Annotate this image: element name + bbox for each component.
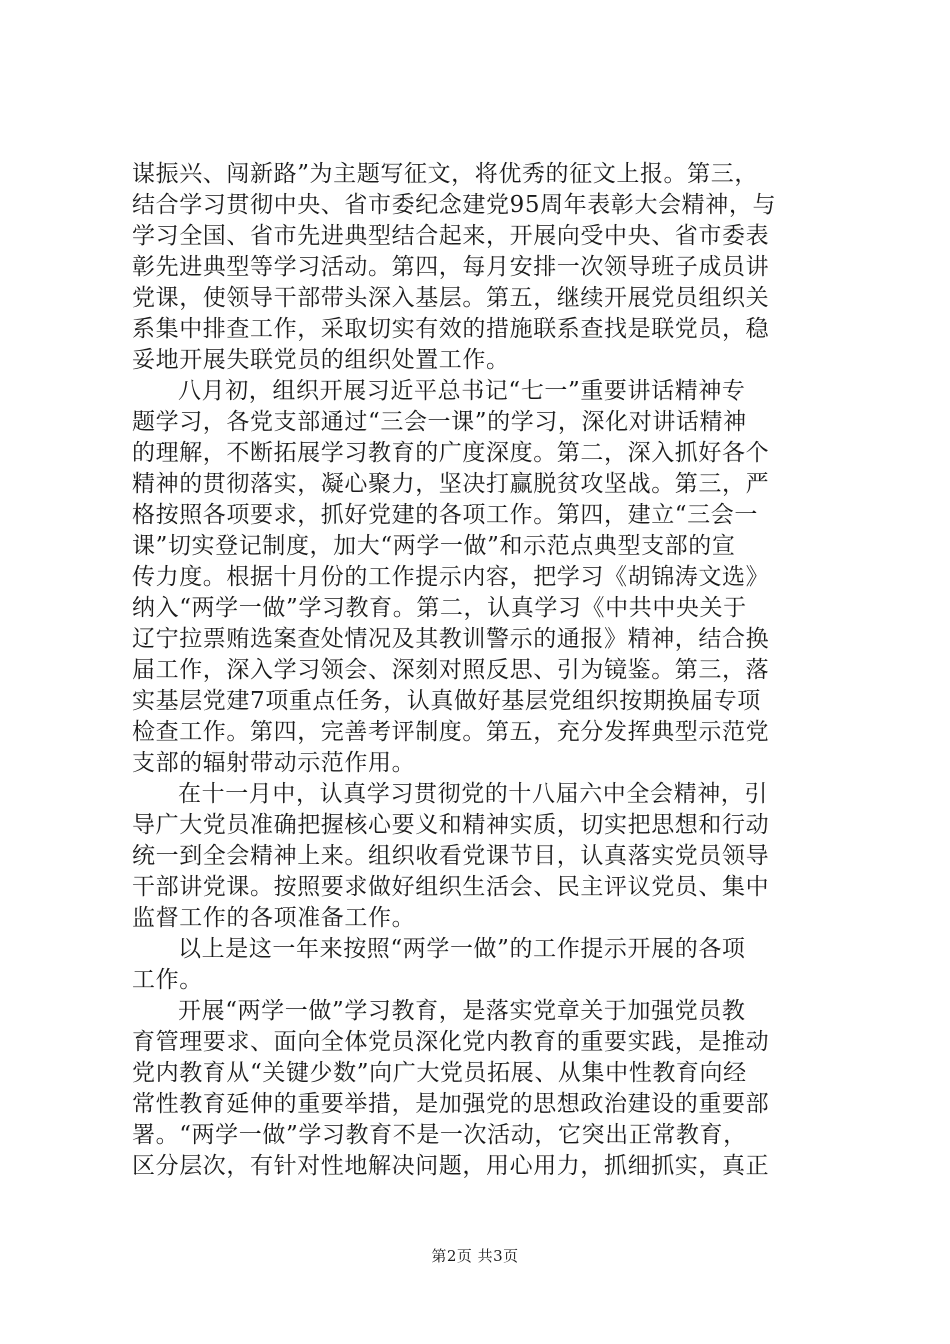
paragraph-first-line: 八月初，组织开展习近平总书记“七一”重要讲话精神专 — [178, 378, 746, 404]
text-line: 监督工作的各项准备工作。 — [132, 905, 416, 931]
text-line: 支部的辐射带动示范作用。 — [132, 750, 416, 776]
text-line: 干部讲党课。按照要求做好组织生活会、民主评议党员、集中 — [132, 874, 770, 900]
text-line: 谋振兴、闯新路”为主题写征文，将优秀的征文上报。第三， — [132, 161, 758, 187]
text-line: 导广大党员准确把握核心要义和精神实质，切实把思想和行动 — [132, 812, 770, 838]
text-line: 辽宁拉票贿选案查处情况及其教训警示的通报》精神，结合换 — [132, 626, 770, 652]
page-number-footer: 第2页 共3页 — [431, 1247, 519, 1265]
paragraph-first-line: 开展“两学一做”学习教育，是落实党章关于加强党员教 — [178, 998, 746, 1024]
text-line: 实基层党建7项重点任务，认真做好基层党组织按期换届专项 — [132, 688, 761, 714]
document-body — [132, 159, 828, 1182]
text-line: 检查工作。第四，完善考评制度。第五，充分发挥典型示范党 — [132, 719, 770, 745]
text-line: 工作。 — [132, 967, 203, 993]
text-line: 题学习，各党支部通过“三会一课”的学习，深化对讲话精神 — [132, 409, 747, 435]
text-line: 格按照各项要求，抓好党建的各项工作。第四，建立“三会一 — [132, 502, 758, 528]
text-line: 系集中排查工作，采取切实有效的措施联系查找是联党员，稳 — [132, 316, 770, 342]
text-line: 纳入“两学一做”学习教育。第二，认真学习《中共中央关于 — [132, 595, 747, 621]
paragraph-first-line: 以上是这一年来按照“两学一做”的工作提示开展的各项 — [178, 936, 746, 962]
text-line: 结合学习贯彻中央、省市委纪念建党95周年表彰大会精神，与 — [132, 192, 777, 218]
text-line: 育管理要求、面向全体党员深化党内教育的重要实践，是推动 — [132, 1029, 770, 1055]
text-line: 精神的贯彻落实，凝心聚力，坚决打赢脱贫攻坚战。第三，严 — [132, 471, 770, 497]
text-line: 党课，使领导干部带头深入基层。第五，继续开展党员组织关 — [132, 285, 770, 311]
text-line: 常性教育延伸的重要举措，是加强党的思想政治建设的重要部 — [132, 1091, 770, 1117]
text-line: 区分层次，有针对性地解决问题，用心用力，抓细抓实，真正 — [132, 1153, 770, 1179]
text-line: 统一到全会精神上来。组织收看党课节目，认真落实党员领导 — [132, 843, 770, 869]
text-line: 妥地开展失联党员的组织处置工作。 — [132, 347, 510, 373]
text-line: 的理解，不断拓展学习教育的广度深度。第二，深入抓好各个 — [132, 440, 770, 466]
text-line: 课”切实登记制度，加大“两学一做”和示范点典型支部的宣 — [132, 533, 736, 559]
text-line: 届工作，深入学习领会、深刻对照反思、引为镜鉴。第三，落 — [132, 657, 770, 683]
text-line: 学习全国、省市先进典型结合起来，开展向受中央、省市委表 — [132, 223, 770, 249]
text-line: 署。“两学一做”学习教育不是一次活动，它突出正常教育， — [132, 1122, 747, 1148]
text-line: 传力度。根据十月份的工作提示内容，把学习《胡锦涛文选》 — [132, 564, 770, 590]
paragraph-first-line: 在十一月中，认真学习贯彻党的十八届六中全会精神，引 — [178, 781, 768, 807]
text-line: 彰先进典型等学习活动。第四，每月安排一次领导班子成员讲 — [132, 254, 770, 280]
text-line: 党内教育从“关键少数”向广大党员拓展、从集中性教育向经 — [132, 1060, 747, 1086]
